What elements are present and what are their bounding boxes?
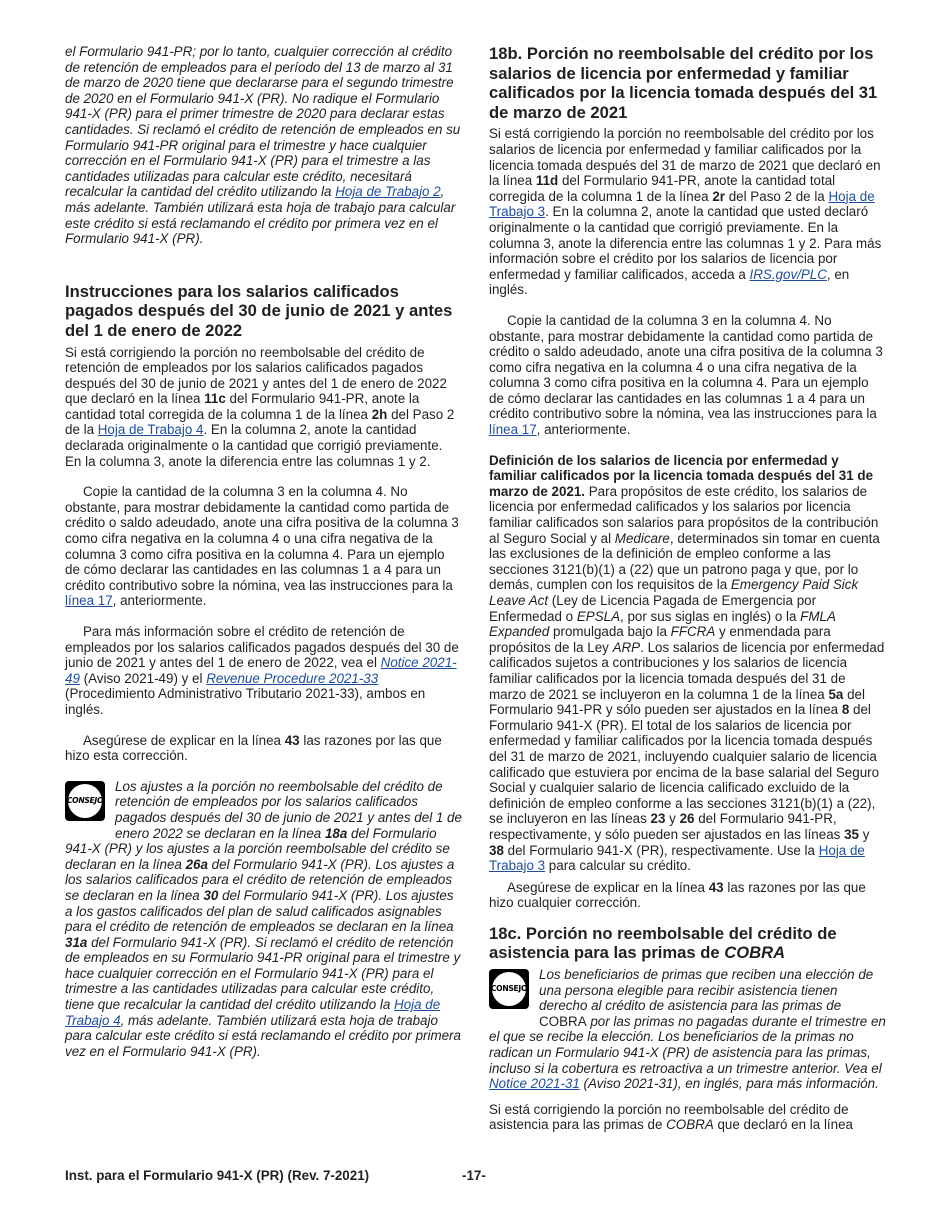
text-run: y — [665, 811, 680, 827]
text-run: , más adelante. También utilizará esta hoja de trabajo para calcular este crédito si está reclamando el crédito por primera vez en el Formulario 941-X (PR). — [65, 1012, 461, 1059]
right-column — [489, 44, 886, 1133]
text-run: las razones por las que hizo cualquier corrección. — [489, 879, 866, 911]
text-run: Asegúrese de explicar en la línea — [507, 879, 709, 895]
paragraph-more-info-notice — [65, 624, 462, 718]
reference-link[interactable]: Notice 2021-31 — [489, 1076, 580, 1092]
text-run: 38 — [489, 842, 504, 858]
text-run: del Formulario 941-X (PR) y los ajustes a la porción reembolsable del crédito se declaran en la línea — [65, 825, 450, 872]
text-run: FFCRA — [670, 624, 716, 640]
text-run: 43 — [284, 732, 300, 748]
text-run: (Procedimiento Administrativo Tributario 2021-33), ambos en inglés. — [65, 686, 426, 717]
text-run: por las primas no pagadas durante el trimestre en el que se recibe la elección. Los beneficiarios de la primas no radican un Formulario 941-X (PR) de asistencia para las primas, incluso si la cobertura es retroactiva a un trimestre anterior. Vea el — [489, 1013, 886, 1076]
text-run: del Formulario 941-PR, anote la cantidad total corregida de la columna 1 de la línea — [489, 173, 836, 204]
text-run: 2h — [371, 406, 388, 422]
text-run: , en inglés. — [489, 266, 850, 298]
text-run: Emergency Paid Sick Leave Act — [489, 577, 859, 608]
text-run: del Formulario 941-X (PR). Los ajustes a los salarios calificados para el crédito de retención de empleados se declaran en la línea — [65, 856, 455, 903]
heading-qualified-wages-after-june-2021: Instrucciones para los salarios calificados pagados después del 30 de junio de 2021 y antes del 1 de enero de 2022 — [65, 281, 453, 340]
reference-link[interactable]: Hoja de Trabajo 2 — [335, 184, 441, 200]
text-run: las razones por las que hizo esta corrección. — [65, 732, 442, 764]
text-run: el Formulario 941-PR; por lo tanto, cualquier corrección al crédito de retención de empleados para el período del 13 de marzo al 31 de marzo de 2020 tiene que declararse para el segundo trimestre de 2020 en el Formulario 941-X (PR). No radique el Formulario 941-X (PR) para el primer trimestre de 2020 para declarar estas cantidades. Si reclamó el crédito de retención de empleados en su Formulario 941-PR original para el trimestre y hace cualquier corrección en el Formulario 941-X (PR) para el trimestre a las cantidades utilizadas para calcular este crédito, necesitará recalcular la cantidad del crédito utilizando la — [65, 44, 461, 200]
text-run: COBRA — [724, 943, 786, 963]
text-run: , determinados sin tomar en cuenta las exclusiones de la definición de empleo conforme a las secciones 3121(b)(1) a (22) que un patrono paga y que, por lo demás, cumplen con los requisitos de la — [489, 530, 880, 593]
text-run: 26a — [185, 856, 208, 872]
text-run: EPSLA — [576, 608, 621, 624]
reference-link[interactable]: Hoja de Trabajo 4 — [97, 422, 204, 438]
text-run: Si está corrigiendo la porción no reembolsable del crédito de retención de empleados por los salarios calificados pagados después del 30 de junio de 2021 y antes del 1 de enero de 2022 que declaró en la línea — [65, 344, 447, 407]
text-run: 43 — [708, 879, 724, 895]
text-run: que declaró en la línea — [713, 1117, 853, 1133]
text-run: , anteriormente. — [112, 593, 207, 609]
text-run: 31a — [65, 934, 88, 950]
text-run: y enmendada para propósitos de la Ley — [489, 624, 831, 655]
text-run: 23 — [650, 811, 666, 827]
text-run: 26 — [679, 811, 695, 827]
text-run: Copie la cantidad de la columna 3 en la columna 4. No obstante, para mostrar debidamente la cantidad como partida de crédito o saldo adeudado, anote una cifra positiva de la columna 3 como cifra negativa en la columna 4 o una cifra negativa de la columna 3 como cifra positiva en la columna 4. Para un ejemplo de cómo declarar las cantidades en las columnas 1 a 4 para un crédito contributivo sobre la nómina, vea las instrucciones para la — [489, 312, 883, 422]
paragraph-correcting-cobra — [489, 1102, 886, 1133]
text-run: . Los salarios de licencia por enfermedad calificados sujetos a contribuciones y los salarios de licencia familiar calificados por la licencia tomada después del 31 de marzo de 2021 se incluyeron en la columna 1 de la línea — [489, 639, 885, 702]
paragraph-explain-line-43 — [65, 733, 462, 764]
intro-italic-paragraph — [65, 44, 462, 247]
tip-icon-label: CONSEJO — [490, 984, 528, 994]
text-run: del Formulario 941-PR y sólo pueden ser ajustados en la línea — [489, 686, 865, 718]
reference-link[interactable]: línea 17 — [489, 422, 537, 438]
text-run: 18c. Porción no reembolsable del crédito de asistencia para las primas de — [489, 923, 837, 963]
text-run: Copie la cantidad de la columna 3 en la columna 4. No obstante, para mostrar debidamente la cantidad como partida de crédito o saldo adeudado, anote una cifra positiva de la columna 3 como cifra negativa en la columna 4 o una cifra negativa de la columna 3 como cifra positiva en la columna 4. Para un ejemplo de cómo declarar las cantidades en las columnas 1 a 4 para un crédito contributivo sobre la nómina, vea las instrucciones para la — [65, 484, 459, 593]
text-run: Definición de los salarios de licencia por enfermedad y familiar calificados por la licencia tomada después del 31 de marzo de 2021. — [489, 452, 874, 499]
text-run: del Paso 2 de la — [725, 188, 829, 204]
text-run: , por sus siglas en inglés) o la — [620, 608, 801, 624]
tip-block-right — [489, 967, 886, 1092]
text-run: ARP — [612, 639, 641, 655]
text-run: para calcular su crédito. — [545, 858, 691, 874]
text-run: del Formulario 941-X (PR). El total de los salarios de licencia por enfermedad y familiar calificados por la licencia tomada después del 31 de marzo de 2021, incluyendo cualquier salario de licencia calificado que estuviera por encima de la base salarial del Seguro Social y cualquier salario de licencia calificado excluido de la definición de empleo conforme a las secciones 3121(b)(1) a (22), se incluyeron en las líneas — [489, 702, 880, 827]
tip-text-left — [65, 779, 462, 1059]
paragraph-copy-column-3 — [65, 484, 462, 609]
tip-text-right — [489, 967, 886, 1091]
text-run: Si está corrigiendo la porción no reembolsable del crédito por los salarios de licencia por enfermedad y familiar calificados por la licencia tomada después del 31 de marzo de 2021 que declaró en la línea — [489, 126, 881, 189]
text-run: FMLA Expanded — [489, 608, 836, 640]
text-run: (Ley de Licencia Pagada de Emergencia por Enfermedad o — [489, 593, 817, 624]
text-run: (Aviso 2021-31), en inglés, para más información. — [579, 1076, 879, 1092]
text-run: 2r — [712, 188, 725, 204]
text-run: 8 — [841, 702, 850, 718]
text-run: 11c — [204, 391, 226, 407]
text-run: Para más información sobre el crédito de retención de empleados por los salarios calificados pagados después del 30 de junio de 2021 y antes del 1 de enero de 2022, vea el — [65, 624, 459, 671]
paragraph-correcting-11c — [65, 345, 462, 470]
text-run: 18a — [324, 825, 348, 841]
text-run: . En la columna 2, anote la cantidad que usted declaró originalmente o la cantidad que corrigió previamente. En la columna 3, anote la diferencia entre las columnas 1 y 2. Para más información sobre el crédito por los salarios de licencia por enfermedad y familiar calificados, acceda a — [489, 204, 882, 282]
text-run: Para propósitos de este crédito, los salarios de licencia por enfermedad calificados y los salarios por licencia familiar calificados son salarios para propósitos de la contribución al Seguro Social y al — [489, 483, 879, 546]
text-run: Medicare — [614, 530, 670, 546]
text-run: Asegúrese de explicar en la línea — [83, 732, 285, 748]
reference-link[interactable]: Notice 2021-49 — [65, 655, 457, 686]
reference-link[interactable]: Hoja de Trabajo 3 — [489, 188, 875, 220]
text-run: del Formulario 941-X (PR). Los ajustes a los gastos calificados del plan de salud calificados asignables para el crédito de retención de empleados se declaran en la línea — [65, 887, 454, 935]
paragraph-copy-column-3-right — [489, 313, 886, 438]
footer-page-number: -17- — [462, 1168, 486, 1183]
text-run: (Aviso 2021-49) y el — [79, 670, 207, 686]
text-run: y — [858, 826, 870, 842]
text-run: , anteriormente. — [536, 422, 631, 438]
text-run: Los beneficiarios de primas que reciben una elección de una persona elegible para recibir asistencia tienen derecho al crédito de asistencia para las primas de — [539, 967, 874, 1014]
text-run: COBRA — [666, 1117, 714, 1133]
text-run: promulgada bajo la — [549, 624, 671, 640]
text-run: del Formulario 941-PR, anote la cantidad total corregida de la columna 1 de la línea — [65, 391, 420, 422]
reference-link[interactable]: IRS.gov/PLC — [749, 266, 827, 282]
text-run: Los ajustes a la porción no reembolsable del crédito de retención de empleados por los salarios calificados pagados después del 30 de junio de 2021 y antes del 1 de enero 2022 se declaran en la línea — [115, 778, 462, 841]
reference-link[interactable]: Hoja de Trabajo 4 — [65, 997, 441, 1028]
paragraph-definition-sick-leave — [489, 453, 886, 874]
tip-icon — [489, 969, 533, 1013]
text-run: . En la columna 2, anote la cantidad declarada originalmente o la cantidad que corrigió previamente. En la columna 3, anote la diferencia entre las columnas 1 y 2. — [65, 422, 443, 469]
tip-icon — [65, 781, 109, 825]
text-run: del Paso 2 de la — [65, 406, 455, 438]
text-run: 5a — [828, 686, 844, 702]
heading-18b: 18b. Porción no reembolsable del crédito por los salarios de licencia por enfermedad y familiar calificados por la licencia tomada después del 31 de marzo de 2021 — [489, 44, 878, 122]
tip-icon-label: CONSEJO — [66, 795, 104, 805]
paragraph-correcting-11d — [489, 126, 886, 298]
text-run: del Formulario 941-X (PR). Si reclamó el crédito de retención de empleados en su Formulario 941-PR original para el trimestre y hace cualquier corrección en el Formulario 941-X (PR) para el trimestre a las cantidades utilizadas para calcular este crédito, tiene que recalcular la cantidad del crédito utilizando la — [65, 934, 461, 1013]
text-run: 11d — [535, 173, 559, 189]
reference-link[interactable]: Hoja de Trabajo 3 — [489, 842, 865, 874]
tip-block-left — [65, 779, 462, 1060]
text-run: Si está corrigiendo la porción no reembolsable del crédito de asistencia para las primas de — [489, 1101, 849, 1133]
footer-form-title: Inst. para el Formulario 941-X (PR) (Rev. 7-2021) — [65, 1168, 370, 1183]
paragraph-explain-line-43-right — [489, 880, 886, 911]
reference-link[interactable]: línea 17 — [65, 593, 113, 609]
reference-link[interactable]: Revenue Procedure 2021-33 — [206, 670, 379, 686]
left-column — [65, 44, 462, 1074]
text-run: COBRA — [539, 1013, 587, 1029]
heading-18c — [489, 924, 886, 963]
text-run: , más adelante. También utilizará esta hoja de trabajo para calcular este crédito si está reclamando el crédito por primera vez en el Formulario 941-X (PR). — [65, 184, 456, 247]
text-run: 35 — [844, 826, 859, 842]
text-run: del Formulario 941-PR, respectivamente, y sólo pueden ser ajustados en las líneas — [489, 811, 845, 842]
text-run: del Formulario 941-X (PR), respectivamente. Use la — [503, 842, 819, 858]
text-run: 30 — [203, 887, 219, 903]
